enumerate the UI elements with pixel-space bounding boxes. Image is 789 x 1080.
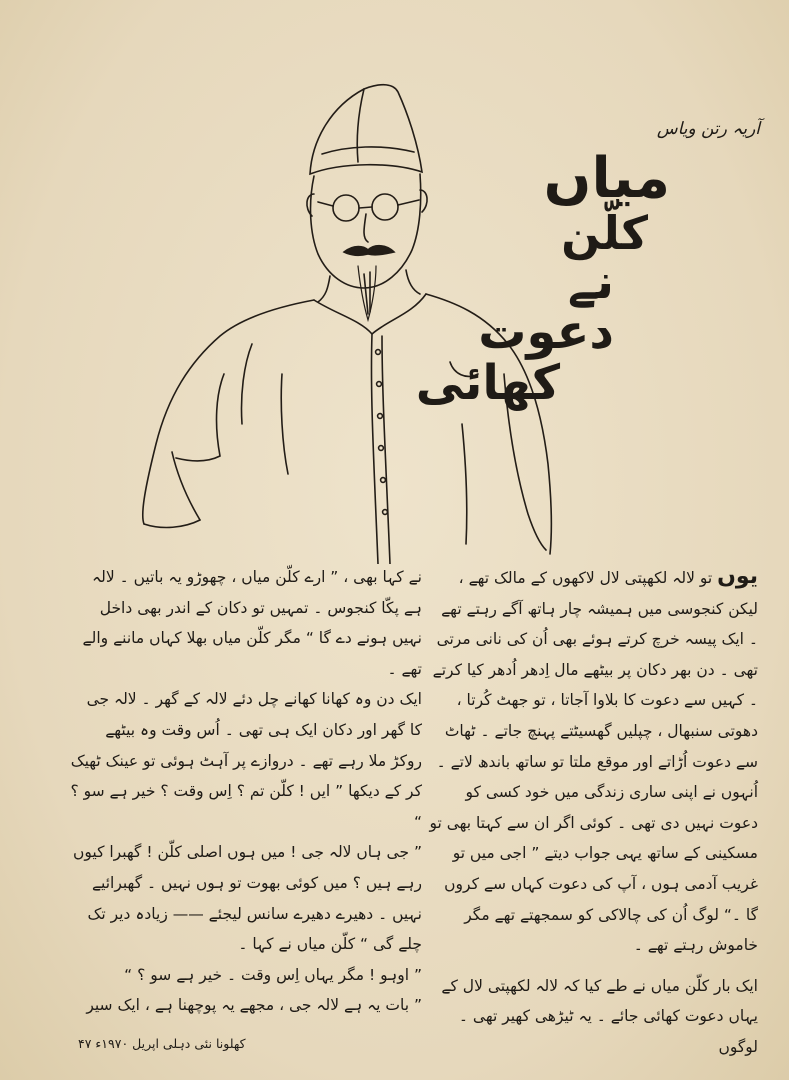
paragraph: ” جی ہاں لالہ جی ! میں ہوں اصلی کلّن ! گھبرا کیوں رہے ہیں ؟ میں کوئی بھوت تو ہوں نہیں ۔ گھبرائیے نہیں ۔ دھیرے دھیرے سانس لیجئے —— زیادہ دیر تک چلے گی “ کلّن میاں نے کہا ۔ bbox=[73, 843, 422, 954]
opening-word: یوں bbox=[717, 564, 758, 589]
title-line-2: کلّن bbox=[561, 205, 648, 260]
text-column-left bbox=[70, 562, 422, 1021]
paragraph: ” بات یہ ہے لالہ جی ، مجھے یہ پوچھنا ہے ، ایک سیر bbox=[86, 996, 422, 1015]
title-line-1: میاں bbox=[543, 146, 670, 211]
story-title bbox=[415, 146, 670, 411]
paragraph: ایک دن وہ کھانا کھانے چل دئے لالہ کے گھر ۔ لالہ جی کا گھر اور دکان ایک ہی تھی ۔ اُس وقت وہ بیٹھے روکڑ ملا رہے تھے ۔ دروازے پر آہٹ ہوئی تو عینک ٹھیک کر کے دیکھا ” ایں ! کلّن تم ؟ اِس وقت ؟ خیر ہے سو ؟ “ bbox=[70, 690, 422, 831]
text-column-right bbox=[428, 562, 758, 1063]
paragraph-text: تو لالہ لکھپتی لال لاکھوں کے مالک تھے ، لیکن کنجوسی میں ہمیشہ چار ہاتھ آگے رہتے تھے ۔ ایک پیسہ خرچ کرتے ہوئے بھی اُن کی نانی مرتی تھی ۔ دن بھر دکان پر بیٹھے مال اِدھر اُدھر کیا کرتے ۔ کہیں سے دعوت کا بلاوا آجاتا ، تو جھٹ کُرتا ، دھوتی سنبھال ، چپلیں گھسیٹتے پہنچ جاتے ۔ ٹھاٹ سے دعوت اُڑاتے اور موقع ملتا تو ساتھ باندھ لاتے ۔ اُنہوں نے اپنی ساری زندگی میں خود کسی کو دعوت نہیں دی تھی ۔ کوئی اگر ان سے کہتا بھی تو مسکینی کے ساتھ یہی جواب دیتے ” اجی میں تو غریب آدمی ہوں ، آپ کی دعوت کہاں سے کروں گا ۔“ لوگ اُن کی چالاکی کو سمجھتے تھے مگر خاموش رہتے تھے ۔ bbox=[429, 569, 758, 955]
paragraph bbox=[428, 562, 758, 961]
paragraph: نے کہا بھی ، ” ارے کلّن میاں ، چھوڑو یہ باتیں ۔ لالہ ہے پکّا کنجوس ۔ تمہیں تو دکان کے اندر بھی داخل نہیں ہونے دے گا “ مگر کلّن میاں بھلا کہاں ماننے والے تھے ۔ bbox=[82, 568, 422, 678]
title-line-3: نے دعوت bbox=[478, 254, 614, 361]
author-name: آریہ رتن ویاس bbox=[656, 119, 760, 139]
paragraph: ” اوہو ! مگر یہاں اِس وقت ۔ خیر ہے سو ؟ “ bbox=[124, 965, 422, 984]
paragraph: ایک بار کلّن میاں نے طے کیا کہ لالہ لکھپتی لال کے یہاں دعوت کھائی جائے ۔ یہ ٹیڑھی کھیر تھی ۔ لوگوں bbox=[441, 976, 758, 1056]
page-footer: کھلونا نئی دہلی اپریل ۱۹۷۰ء ۴۷ bbox=[78, 1036, 246, 1051]
title-line-4: کھائی bbox=[415, 354, 560, 411]
